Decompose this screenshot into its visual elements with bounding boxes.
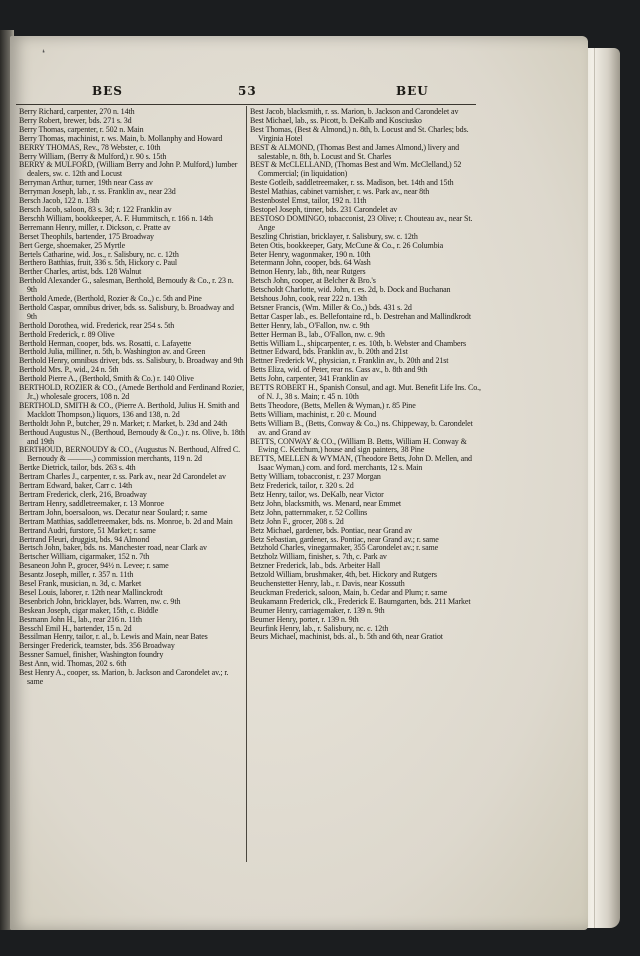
directory-entry: Bertram Edward, baker, Carr c. 14th <box>19 482 133 491</box>
header-left-guide: BES <box>92 84 123 98</box>
directory-entry: Betts Eliza, wid. of Peter, rear ns. Cass av., b. 8th and 9th <box>250 366 428 375</box>
directory-entry: Berthold Dorothea, wid. Frederick, rear 254 s. 5th <box>19 321 175 330</box>
directory-entry: Berthold Pierre A., (Berthold, Smith & Co.) r. 140 Olive <box>19 375 194 384</box>
directory-entry: Betty William, tobacconist, r. 237 Morgan <box>250 473 381 482</box>
directory-entry: Betz Henry, tailor, ws. DeKalb, near Victor <box>250 490 384 499</box>
directory-entry: BESTOSO DOMINGO, tobacconist, 23 Olive; r. Chouteau av., near St. Ange <box>250 214 473 232</box>
directory-entry: Bersch Jacob, saloon, 83 s. 3d; r. 122 Franklin av <box>19 205 172 214</box>
directory-entry: Berthold Henry, omnibus driver, bds. ss. Salisbury, b. Broadway and 9th <box>19 357 244 366</box>
directory-entry: BEST & ALMOND, (Thomas Best and James Almond,) livery and salestable, n. 8th, b. Locust and St. Charles <box>250 143 460 161</box>
directory-entry: Bestopel Joseph, tinner, bds. 231 Carondelet av <box>250 205 398 214</box>
directory-entry: Betermann John, cooper, bds. 64 Wash <box>250 259 371 268</box>
directory-entry: Betzholz William, finisher, s. 7th, c. Park av <box>250 553 387 562</box>
header-rule <box>16 104 476 105</box>
directory-entry: Bettner Edward, bds. Franklin av., b. 20th and 21st <box>250 348 408 357</box>
directory-entry: Berry Robert, brewer, bds. 271 s. 3d <box>19 116 132 125</box>
directory-entry: Best Henry A., cooper, ss. Marion, b. Jackson and Carondelet av.; r. same <box>19 669 229 686</box>
page-number: 53 <box>238 84 257 98</box>
directory-entry: BERTHOLD, ROZIER & CO., (Amede Berthold and Ferdinand Rozier, Jr.,) wholesale grocers, 108 n. 2d <box>19 384 245 401</box>
directory-entry: BERTHOUD, BERNOUDY & CO., (Augustus N. Berthoud, Alfred C. Bernoudy & ———,) commission merchants, 119 n. 2d <box>19 446 240 464</box>
directory-entry: BEST & McCLELLAND, (Thomas Best and Wm. McClelland,) 52 Commercial; (in liquidation) <box>250 161 462 179</box>
directory-entry: Bestenbostel Ernst, tailor, 192 n. 11th <box>250 197 367 206</box>
directory-entry: Beukamann Frederick, clk., Frederick E. Baumgarten, bds. 211 Market <box>250 597 471 606</box>
directory-entry: Bertsch John, baker, bds. ns. Manchester road, near Clark av <box>19 544 207 553</box>
directory-entry: Best Thomas, (Best & Almond,) n. 8th, b. Locust and St. Charles; bds. Virginia Hotel <box>250 125 469 143</box>
left-column <box>19 108 245 687</box>
column-divider <box>246 106 247 862</box>
directory-entry: Bertram John, boersaloon, ws. Decatur near Soulard; r. same <box>19 508 208 517</box>
directory-entry: Besantz Joseph, miller, r. 357 n. 11th <box>19 571 134 580</box>
directory-entry: BETTS ROBERT H., Spanish Consul, and agt. Mut. Benefit Life Ins. Co., of N. J., 38 s. Main; r. 45 n. 10th <box>250 384 481 401</box>
directory-entry: Berremann Henry, miller, r. Dickson, c. Pratte av <box>19 223 171 232</box>
directory-entry: Berthold Amede, (Berthold, Rozier & Co.,) c. 5th and Pine <box>19 295 202 304</box>
directory-entry: Better Henry, lab., O'Fallon, nw. c. 9th <box>250 321 370 330</box>
header-right-guide: BEU <box>396 84 429 98</box>
directory-entry: Besel Louis, laborer, r. 12th near Mallinckrodt <box>19 588 163 597</box>
directory-entry: Betshous John, cook, rear 222 n. 13th <box>250 295 367 304</box>
directory-entry: Berthold Caspar, omnibus driver, bds. ss. Salisbury, b. Broadway and 9th <box>19 303 234 321</box>
page-header <box>14 84 574 104</box>
directory-entry: Betsner Francis, (Wm. Miller & Co.,) bds. 431 s. 2d <box>250 303 412 312</box>
directory-entry: Berthero Batthias, fruit, 336 s. 5th, Hickory c. Paul <box>19 259 178 268</box>
directory-entry: Beste Gotleib, saddletreemaker, r. ss. Madison, bet. 14th and 15th <box>250 179 454 188</box>
directory-entry: Best Jacob, blacksmith, r. ss. Marion, b. Jackson and Carondelet av <box>250 108 459 116</box>
directory-entry: Betz John F., grocer, 208 s. 2d <box>250 517 344 526</box>
directory-entry: Bertram Matthias, saddletreemaker, bds. ns. Monroe, b. 2d and Main <box>19 517 233 526</box>
page-corner-mark: ❛ <box>42 48 45 58</box>
directory-entry: Bertram Charles J., carpenter, r. ss. Park av., near 2d Carondelet av <box>19 473 226 482</box>
directory-entry: Bertrand Audri, furstore, 51 Market; r. same <box>19 526 156 535</box>
directory-entry: Bertholdt John P., butcher, 29 n. Market; r. Market, b. 23d and 24th <box>19 419 228 428</box>
directory-entry: Berset Theophils, bartender, 175 Broadway <box>19 232 154 241</box>
directory-entry: Betts William, machinist, r. 20 c. Mound <box>250 410 377 419</box>
directory-entry: Beuckman Frederick, saloon, Main, b. Cedar and Plum; r. same <box>250 588 448 597</box>
directory-entry: Berthold Frederick, r. 89 Olive <box>19 330 115 339</box>
directory-entry: Berthoud Augustus N., (Berthoud, Bernoudy & Co.,) r. ns. Olive, b. 18th and 19th <box>19 428 245 446</box>
directory-entry: Betts William B., (Betts, Conway & Co.,) ns. Chippeway, b. Carondelet av. and Grand av <box>250 419 473 437</box>
directory-entry: Bert Gerge, shoemaker, 25 Myrtle <box>19 241 126 250</box>
directory-entry: Betzhold Charles, vinegarmaker, 355 Carondelet av.; r. same <box>250 544 439 553</box>
directory-entry: Berry Thomas, machinist, r. ws. Main, b. Mollanphy and Howard <box>19 134 223 143</box>
directory-entry: BETTS, MELLEN & WYMAN, (Theodore Betts, John D. Mellen, and Isaac Wyman,) com. and ford. merchants, 12 s. Main <box>250 455 472 473</box>
directory-entry: Besel Frank, musician, n. 3d, c. Market <box>19 580 142 589</box>
directory-entry: Beurfink Henry, lab., r. Salisbury, nc. c. 12th <box>250 624 389 633</box>
directory-entry: Berthold Herman, cooper, bds. ws. Rosatti, c. Lafayette <box>19 339 192 348</box>
directory-entry: Berthold Julia, milliner, n. 5th, b. Washington av. and Green <box>19 348 206 357</box>
directory-entry: Berryman Arthur, turner, 19th near Cass av <box>19 179 153 188</box>
directory-entry: Bettar Casper lab., es. Bellefontaine rd., b. Destrehan and Mallindkrodt <box>250 312 471 321</box>
directory-entry: Berry William, (Berry & Mulford,) r. 90 s. 15th <box>19 152 167 161</box>
directory-entry: Beuchenstetter Henry, lab., r. Davis, near Kossuth <box>250 580 405 589</box>
directory-entry: Bertels Catharine, wid. Jos., r. Salisbury, nc. c. 12th <box>19 250 179 259</box>
directory-entry: Bertram Frederick, clerk, 216, Broadway <box>19 490 147 499</box>
directory-entry: Beskean Joseph, cigar maker, 15th, c. Biddle <box>19 606 159 615</box>
directory-entry: Betzold William, brushmaker, 4th, bet. Hickory and Rutgers <box>250 571 437 580</box>
directory-entry: Besschl Emil H., bartender, 15 n. 2d <box>19 624 132 633</box>
directory-entry: Betz Sebastian, gardener, ss. Pontiac, near Grand av.; r. same <box>250 535 439 544</box>
directory-entry: Beumer Henry, porter, r. 139 n. 9th <box>250 615 359 624</box>
directory-entry: Bettner Frederick W., physician, r. Franklin av., b. 20th and 21st <box>250 357 449 366</box>
directory-entry: Besaneon John P., grocer, 94½ n. Levee; r. same <box>19 562 169 571</box>
directory-entry: Berschh William, bookkeeper, A. F. Hummitsch, r. 166 n. 14th <box>19 214 213 223</box>
directory-entry: BERRY THOMAS, Rev., 78 Webster, c. 10th <box>19 143 161 152</box>
directory-entry: Betz John, patternmaker, r. 52 Collins <box>250 508 368 517</box>
directory-entry: Betz Frederick, tailor, r. 320 s. 2d <box>250 482 354 491</box>
right-column <box>250 108 482 642</box>
directory-entry: Betzner Frederick, lab., bds. Arbeiter Hall <box>250 562 381 571</box>
directory-entry: Beurs Michael, machinist, bds. al., b. 5th and 6th, near Gratiot <box>250 633 443 642</box>
directory-entry: Berthold Mrs. P., wid., 24 n. 5th <box>19 366 119 375</box>
directory-entry: Betz John, blacksmith, ws. Menard, near Emmet <box>250 499 402 508</box>
directory-entry: Berthold Alexander G., salesman, Berthold, Bernoudy & Co., r. 23 n. 9th <box>19 277 234 295</box>
directory-entry: Besenbrich John, bricklayer, bds. Warren, nw. c. 9th <box>19 597 181 606</box>
directory-entry: Betts John, carpenter, 341 Franklin av <box>250 375 368 384</box>
directory-entry: Berry Thomas, carpenter, r. 502 n. Main <box>19 125 144 134</box>
directory-entry: Berryman Joseph, lab., r. ss. Franklin av., near 23d <box>19 188 176 197</box>
directory-entry: Bertke Dietrick, tailor, bds. 263 s. 4th <box>19 464 136 473</box>
directory-entry: Bertrand Fleuri, druggist, bds. 94 Almond <box>19 535 150 544</box>
directory-entry: BETTS, CONWAY & CO., (William B. Betts, William H. Conway & Ewing C. Ketchum,) house and sign painters, 38 Pine <box>250 437 467 455</box>
directory-entry: Betts Theodore, (Betts, Mellen & Wyman,) r. 85 Pine <box>250 401 416 410</box>
directory-entry: Besmann John H., lab., rear 216 n. 11th <box>19 615 142 624</box>
directory-entry: Best Ann, wid. Thomas, 202 s. 6th <box>19 660 127 669</box>
directory-entry: BERTHOLD, SMITH & CO., (Pierre A. Berthold, Julius H. Smith and Macklott Thompson,) liquors, 136 and 138, n. 2d <box>19 401 240 419</box>
directory-entry: Bestel Mathias, cabinet varnisher, r. ws. Park av., near 8th <box>250 188 430 197</box>
directory-entry: Best Michael, lab., ss. Picott, b. DeKalb and Kosciusko <box>250 116 422 125</box>
directory-entry: Beten Otis, bookkeeper, Gaty, McCune & Co., r. 26 Columbia <box>250 241 444 250</box>
directory-entry: Bettis William L., shipcarpenter, r. es. 10th, b. Webster and Chambers <box>250 339 467 348</box>
directory-entry: Bersinger Frederick, teamster, bds. 356 Broadway <box>19 642 175 651</box>
directory-entry: Betscholdt Charlotte, wid. John, r. es. 2d, b. Dock and Buchanan <box>250 286 451 295</box>
directory-entry: Bertscher William, cigarmaker, 152 n. 7th <box>19 553 150 562</box>
directory-entry: Beter Henry, wagonmaker, 190 n. 10th <box>250 250 371 259</box>
directory-entry: Bessner Samuel, finisher, Washington foundry <box>19 651 164 660</box>
directory-entry: Beumer Henry, carriagemaker, r. 139 n. 9th <box>250 606 385 615</box>
directory-entry: Bertram Henry, saddletreemaker, r. 13 Monroe <box>19 499 164 508</box>
directory-entry: Bessilman Henry, tailor, r. al., b. Lewis and Main, near Bates <box>19 633 208 642</box>
directory-entry: Berry Richard, carpenter, 270 n. 14th <box>19 108 135 116</box>
directory-entry: Berther Charles, artist, bds. 128 Walnut <box>19 268 142 277</box>
directory-entry: Bersch Jacob, 122 n. 13th <box>19 197 100 206</box>
directory-entry: Better Herman B., lab., O'Fallon, nw. c. 9th <box>250 330 385 339</box>
directory-entry: Betnon Henry, lab., 8th, near Rutgers <box>250 268 366 277</box>
directory-entry: BERRY & MULFORD, (William Berry and John P. Mulford,) lumber dealers, sw. c. 12th and Locust <box>19 161 238 179</box>
directory-entry: Beszling Christian, bricklayer, r. Salisbury, sw. c. 12th <box>250 232 418 241</box>
directory-entry: Betz Michael, gardener, bds. Pontiac, near Grand av <box>250 526 412 535</box>
directory-entry: Betsch John, cooper, at Belcher & Bro.'s <box>250 277 376 286</box>
